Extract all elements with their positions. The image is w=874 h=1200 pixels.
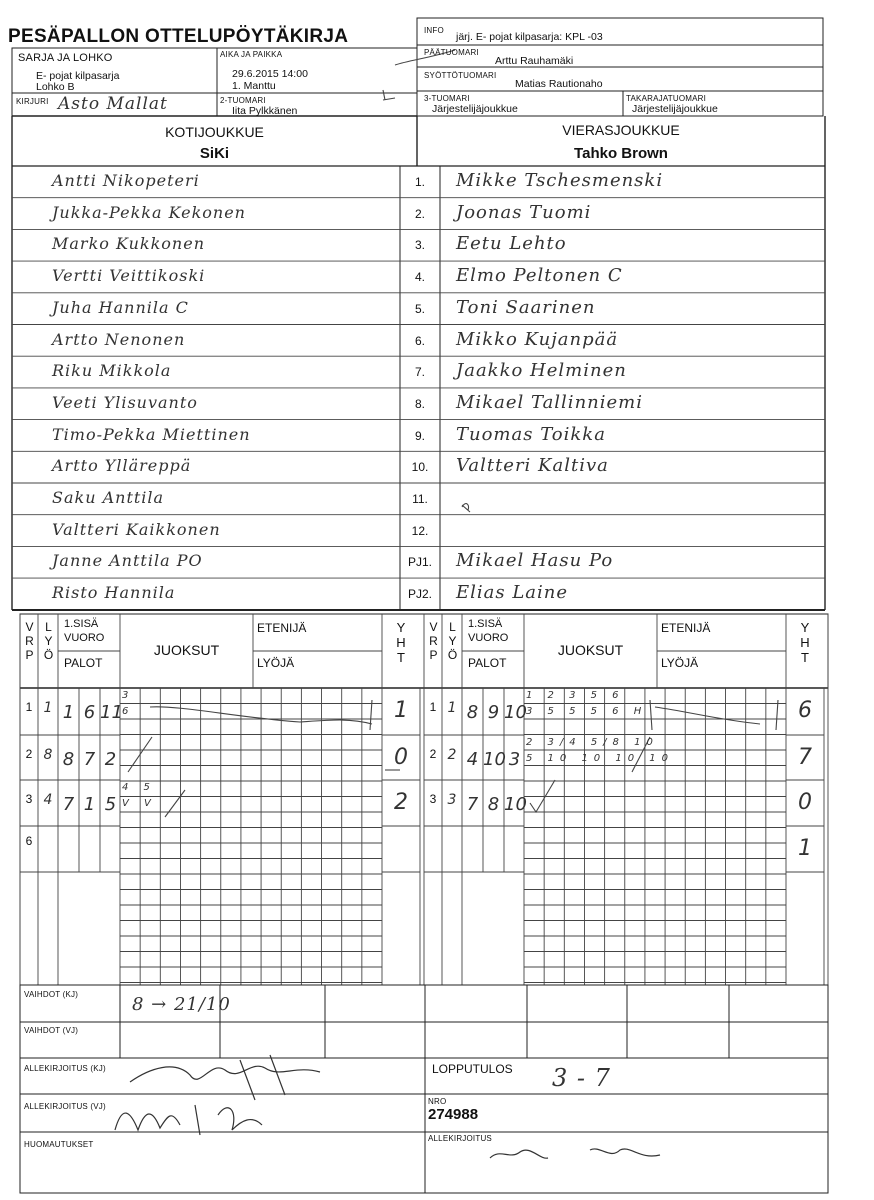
palo-value: 11 xyxy=(100,702,123,723)
label-vrp: V R P xyxy=(25,620,34,662)
away-team-name: Tahko Brown xyxy=(574,145,668,162)
away-player-name: Toni Saarinen xyxy=(456,296,596,318)
label-nro: NRO xyxy=(428,1097,447,1106)
label-yht: Y H T xyxy=(800,620,810,665)
roster-row xyxy=(12,166,825,198)
sarja-line2: Lohko B xyxy=(36,81,75,93)
home-player-name: Risto Hannila xyxy=(52,583,176,603)
inning-vrp: 2 xyxy=(25,747,33,761)
palo-value: 7 xyxy=(62,794,75,815)
roster-number: 4. xyxy=(414,270,425,285)
paatuomari-value: Arttu Rauhamäki xyxy=(495,55,574,67)
inning-yht: 1 xyxy=(394,698,408,723)
palo-value: 10 xyxy=(504,702,527,723)
run-mark-bottom: 3 5 5 5 6 H xyxy=(526,706,648,717)
palo-value: 6 xyxy=(83,702,96,723)
label-sisavuoro-1: 1.SISÄ xyxy=(64,618,99,630)
away-player-name: Jaakko Helminen xyxy=(456,360,627,382)
inning-vrp: 2 xyxy=(429,747,437,761)
label-allekirjoitus-kj: ALLEKIRJOITUS (KJ) xyxy=(24,1064,106,1073)
away-inning-row xyxy=(424,780,824,826)
palo-value: 10 xyxy=(504,794,527,815)
palo-value: 1 xyxy=(83,794,96,815)
label-sisavuoro-1: 1.SISÄ xyxy=(468,618,503,630)
roster-row xyxy=(12,293,825,325)
roster-number: 2. xyxy=(414,206,425,221)
roster-row xyxy=(12,578,825,610)
roster-row xyxy=(12,261,825,293)
label-palot: PALOT xyxy=(468,656,507,670)
home-player-name: Juha Hannila C xyxy=(52,297,189,317)
aika-line2: 1. Manttu xyxy=(232,80,276,92)
label-allekirjoitus: ALLEKIRJOITUS xyxy=(428,1134,492,1143)
roster-number: 12. xyxy=(411,523,429,538)
label-lyoja: LYÖJÄ xyxy=(661,656,699,670)
label-paatuomari: PÄÄTUOMARI xyxy=(424,48,479,57)
label-sarja: SARJA JA LOHKO xyxy=(18,52,113,64)
roster-number: 7. xyxy=(414,365,425,380)
inning-lyo: 3 xyxy=(447,792,457,808)
label-sisavuoro-2: VUORO xyxy=(468,632,509,644)
home-inning-row xyxy=(20,780,420,826)
roster-number: 9. xyxy=(414,428,425,443)
home-player-name: Antti Nikopeteri xyxy=(52,171,200,190)
label-lyoja: LYÖJÄ xyxy=(257,656,295,670)
run-mark-bottom: V V xyxy=(122,798,157,809)
tuomari3-value: Järjestelijäjoukkue xyxy=(432,103,518,115)
roster-row xyxy=(12,420,825,452)
home-player-name: Valtteri Kaikkonen xyxy=(52,519,221,539)
home-inning-row xyxy=(20,826,420,872)
away-player-name: Tuomas Toikka xyxy=(456,423,606,445)
label-kirjuri: KIRJURI xyxy=(16,97,49,106)
away-player-name: Mikael Hasu Po xyxy=(456,550,614,572)
label-sisavuoro-2: VUORO xyxy=(64,632,105,644)
label-vaihdot-vj: VAIHDOT (VJ) xyxy=(24,1026,79,1035)
inning-lyo: 4 xyxy=(43,792,53,808)
inning-yht: 1 xyxy=(798,836,812,861)
home-player-name: Riku Mikkola xyxy=(52,361,172,381)
inning-lyo: 1 xyxy=(43,700,53,716)
roster-row xyxy=(12,229,825,261)
label-3-tuomari: 3-TUOMARI xyxy=(424,94,470,103)
roster-row xyxy=(12,198,825,230)
label-palot: PALOT xyxy=(64,656,103,670)
roster-number: PJ2. xyxy=(407,587,432,602)
home-player-name: Marko Kukkonen xyxy=(52,234,205,254)
home-player-name: Jukka-Pekka Kekonen xyxy=(52,202,246,222)
roster-row xyxy=(12,483,825,515)
home-player-name: Veeti Ylisuvanto xyxy=(52,392,198,412)
label-etenija: ETENIJÄ xyxy=(661,621,711,635)
palo-value: 7 xyxy=(466,794,479,815)
inning-vrp: 1 xyxy=(429,700,437,714)
nro-value: 274988 xyxy=(428,1106,479,1123)
roster-row xyxy=(12,546,825,578)
home-player-name: Timo-Pekka Miettinen xyxy=(52,424,251,444)
inning-lyo: 1 xyxy=(447,700,457,716)
away-inning-row xyxy=(424,826,824,872)
kirjuri-value: Asto Mallat xyxy=(58,94,168,114)
label-lyo: L Y Ö xyxy=(447,620,458,662)
label-takarajatuomari: TAKARAJATUOMARI xyxy=(626,94,707,103)
palo-value: 2 xyxy=(104,749,117,770)
roster-number: PJ1. xyxy=(407,555,432,570)
palo-value: 8 xyxy=(62,749,75,770)
roster-number: 11. xyxy=(412,492,428,506)
label-vierasjoukkue: VIERASJOUKKUE xyxy=(562,122,680,138)
label-vrp: V R P xyxy=(429,620,438,662)
run-mark-bottom: 5 10 10 10 10 xyxy=(526,753,674,764)
palo-value: 1 xyxy=(62,702,75,723)
roster-number: 3. xyxy=(414,238,425,253)
takarajatuomari-value: Järjestelijäjoukkue xyxy=(632,103,718,115)
roster-row xyxy=(12,515,825,547)
inning-yht: 6 xyxy=(798,698,812,723)
roster-number: 8. xyxy=(414,396,425,411)
inning-vrp: 1 xyxy=(25,700,33,714)
info-value: järj. E- pojat kilpasarja: KPL -03 xyxy=(456,31,603,43)
label-lopputulos: LOPPUTULOS xyxy=(432,1062,513,1076)
label-huomautukset: HUOMAUTUKSET xyxy=(24,1140,94,1149)
label-vaihdot-kj: VAIHDOT (KJ) xyxy=(24,990,79,999)
palo-value: 10 xyxy=(483,749,506,770)
inning-lyo: 2 xyxy=(447,747,457,763)
form-title: PESÄPALLON OTTELUPÖYTÄKIRJA xyxy=(8,26,349,47)
away-player-name: Mikko Kujanpää xyxy=(456,328,619,350)
palo-value: 8 xyxy=(466,702,479,723)
away-player-name: Elias Laine xyxy=(456,582,569,604)
away-player-name: Valtteri Kaltiva xyxy=(456,455,609,477)
label-etenija: ETENIJÄ xyxy=(257,621,307,635)
label-lyo: L Y Ö xyxy=(43,620,54,662)
inning-yht: 0 xyxy=(394,745,408,770)
result-value: 3 - 7 xyxy=(552,1064,611,1092)
away-player-name: Mikael Tallinniemi xyxy=(456,391,643,413)
inning-yht: 2 xyxy=(394,790,408,815)
home-inning-row xyxy=(20,735,420,780)
label-info: INFO xyxy=(424,26,444,35)
label-juoksut: JUOKSUT xyxy=(557,642,624,658)
palo-value: 7 xyxy=(83,749,96,770)
home-team-name: SiKi xyxy=(199,145,230,162)
away-player-name: Eetu Lehto xyxy=(456,233,567,255)
aika-line1: 29.6.2015 14:00 xyxy=(232,68,308,80)
palo-value: 3 xyxy=(508,749,521,770)
away-player-name: Mikke Tschesmenski xyxy=(456,170,664,191)
run-mark-top: 4 5 xyxy=(122,782,156,793)
inning-yht: 7 xyxy=(798,745,812,770)
roster-number: 1. xyxy=(414,175,425,189)
label-aika: AIKA JA PAIKKA xyxy=(220,50,283,59)
inning-vrp: 6 xyxy=(25,834,33,848)
label-kotijoukkue: KOTIJOUKKUE xyxy=(165,124,264,140)
syottotuomari-value: Matias Rautionaho xyxy=(515,78,603,90)
home-player-name: Janne Anttila PO xyxy=(52,551,203,571)
home-inning-row xyxy=(20,688,420,735)
palo-value: 5 xyxy=(104,794,117,815)
sarja-line1: E- pojat kilpasarja xyxy=(36,70,120,82)
roster-number: 10. xyxy=(411,460,429,475)
home-player-name: Artto Ylläreppä xyxy=(52,456,192,476)
inning-yht: 0 xyxy=(798,790,812,815)
roster-row xyxy=(12,325,825,357)
home-player-name: Vertti Veittikoski xyxy=(52,266,206,286)
roster-number: 6. xyxy=(414,333,425,348)
palo-value: 8 xyxy=(487,794,500,815)
inning-lyo: 8 xyxy=(43,747,53,763)
away-player-name: Joonas Tuomi xyxy=(456,201,592,223)
home-player-name: Saku Anttila xyxy=(52,488,165,507)
run-mark-top: 3 xyxy=(122,690,135,701)
roster-row xyxy=(12,451,825,483)
roster-row xyxy=(12,388,825,420)
run-mark-top: 2 3/4 5/8 10 xyxy=(526,737,659,748)
tuomari2-value: Iita Pylkkänen xyxy=(232,105,298,117)
roster-number: 5. xyxy=(414,301,425,316)
palo-value: 4 xyxy=(466,749,479,770)
run-mark-top: 1 2 3 5 6 xyxy=(526,690,625,701)
label-syottotuomari: SYÖTTÖTUOMARI xyxy=(424,71,497,80)
inning-vrp: 3 xyxy=(429,792,437,806)
run-mark-bottom: 6 xyxy=(122,706,135,717)
palo-value: 9 xyxy=(487,702,500,723)
vaihdot-kj-value: 8 → 21/10 xyxy=(132,994,231,1015)
label-yht: Y H T xyxy=(396,620,406,665)
roster-row xyxy=(12,356,825,388)
label-juoksut: JUOKSUT xyxy=(153,642,220,658)
label-allekirjoitus-vj: ALLEKIRJOITUS (VJ) xyxy=(24,1102,106,1111)
inning-vrp: 3 xyxy=(25,792,33,806)
home-player-name: Artto Nenonen xyxy=(52,329,186,349)
label-2-tuomari: 2-TUOMARI xyxy=(220,96,266,105)
away-player-name: Elmo Peltonen C xyxy=(456,265,623,287)
